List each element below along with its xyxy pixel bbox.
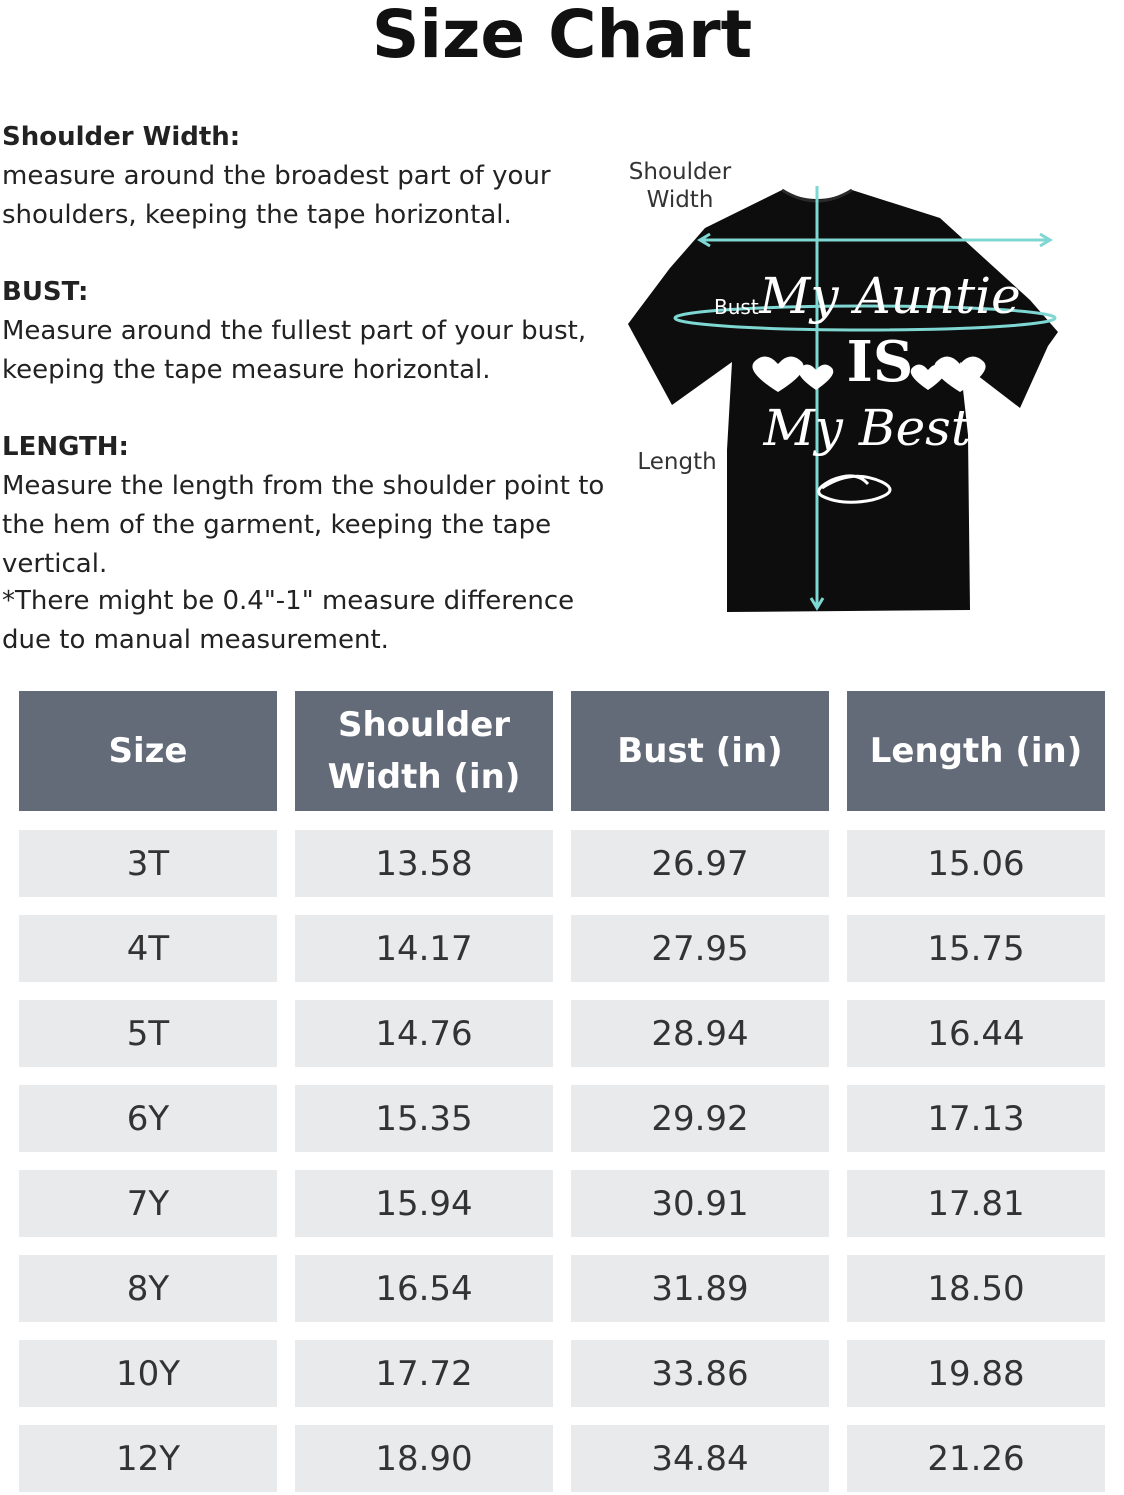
bust-guide-text: Measure around the fullest part of your bust, keeping the tape measure horizontal. bbox=[2, 316, 587, 385]
table-cell: 16.44 bbox=[847, 1000, 1105, 1067]
shoulder-guide bbox=[2, 118, 562, 235]
table-cell: 10Y bbox=[19, 1340, 277, 1407]
table-cell: 18.90 bbox=[295, 1425, 553, 1492]
length-guide-text: Measure the length from the shoulder point to the hem of the garment, keeping the tape vertical. bbox=[2, 471, 605, 579]
table-cell: 18.50 bbox=[847, 1255, 1105, 1322]
page-title: Size Chart bbox=[371, 0, 753, 73]
table-cell: 13.58 bbox=[295, 830, 553, 897]
table-cell: 31.89 bbox=[571, 1255, 829, 1322]
header-bust: Bust (in) bbox=[571, 691, 829, 811]
table-cell: 19.88 bbox=[847, 1340, 1105, 1407]
table-cell: 27.95 bbox=[571, 915, 829, 982]
table-cell: 17.81 bbox=[847, 1170, 1105, 1237]
table-cell: 15.35 bbox=[295, 1085, 553, 1152]
table-cell: 28.94 bbox=[571, 1000, 829, 1067]
table-cell: 5T bbox=[19, 1000, 277, 1067]
length-guide bbox=[2, 428, 622, 584]
table-cell: 4T bbox=[19, 915, 277, 982]
table-cell: 7Y bbox=[19, 1170, 277, 1237]
table-cell: 14.76 bbox=[295, 1000, 553, 1067]
table-cell: 16.54 bbox=[295, 1255, 553, 1322]
table-cell: 29.92 bbox=[571, 1085, 829, 1152]
table-cell: 15.06 bbox=[847, 830, 1105, 897]
shoulder-width-label: Shoulder Width bbox=[628, 159, 732, 213]
header-length: Length (in) bbox=[847, 691, 1105, 811]
shirt-print-line-2: IS bbox=[846, 329, 914, 395]
table-cell: 14.17 bbox=[295, 915, 553, 982]
table-cell: 15.94 bbox=[295, 1170, 553, 1237]
table-cell: 30.91 bbox=[571, 1170, 829, 1237]
shirt-print-line-1: My Auntie bbox=[759, 267, 1021, 325]
tshirt-diagram bbox=[610, 150, 1124, 620]
table-cell: 6Y bbox=[19, 1085, 277, 1152]
bust-guide-heading: BUST: bbox=[2, 277, 89, 307]
header-shoulder-width: Shoulder Width (in) bbox=[295, 691, 553, 811]
shoulder-guide-heading: Shoulder Width: bbox=[2, 122, 241, 152]
table-cell: 21.26 bbox=[847, 1425, 1105, 1492]
bust-label: Bust bbox=[714, 295, 759, 319]
table-cell: 33.86 bbox=[571, 1340, 829, 1407]
table-cell: 8Y bbox=[19, 1255, 277, 1322]
shirt-print-line-3: My Bestie bbox=[763, 399, 1017, 457]
measurement-note-text: *There might be 0.4"-1" measure difference due to manual measurement. bbox=[2, 586, 575, 655]
table-cell: 12Y bbox=[19, 1425, 277, 1492]
length-guide-heading: LENGTH: bbox=[2, 432, 129, 462]
bust-guide bbox=[2, 273, 602, 390]
length-label: Length bbox=[637, 449, 717, 475]
table-cell: 17.13 bbox=[847, 1085, 1105, 1152]
shoulder-guide-text: measure around the broadest part of your shoulders, keeping the tape horizontal. bbox=[2, 161, 551, 230]
table-cell: 34.84 bbox=[571, 1425, 829, 1492]
table-cell: 15.75 bbox=[847, 915, 1105, 982]
table-cell: 26.97 bbox=[571, 830, 829, 897]
table-cell: 3T bbox=[19, 830, 277, 897]
measurement-note bbox=[2, 582, 622, 660]
header-size: Size bbox=[19, 691, 277, 811]
table-cell: 17.72 bbox=[295, 1340, 553, 1407]
